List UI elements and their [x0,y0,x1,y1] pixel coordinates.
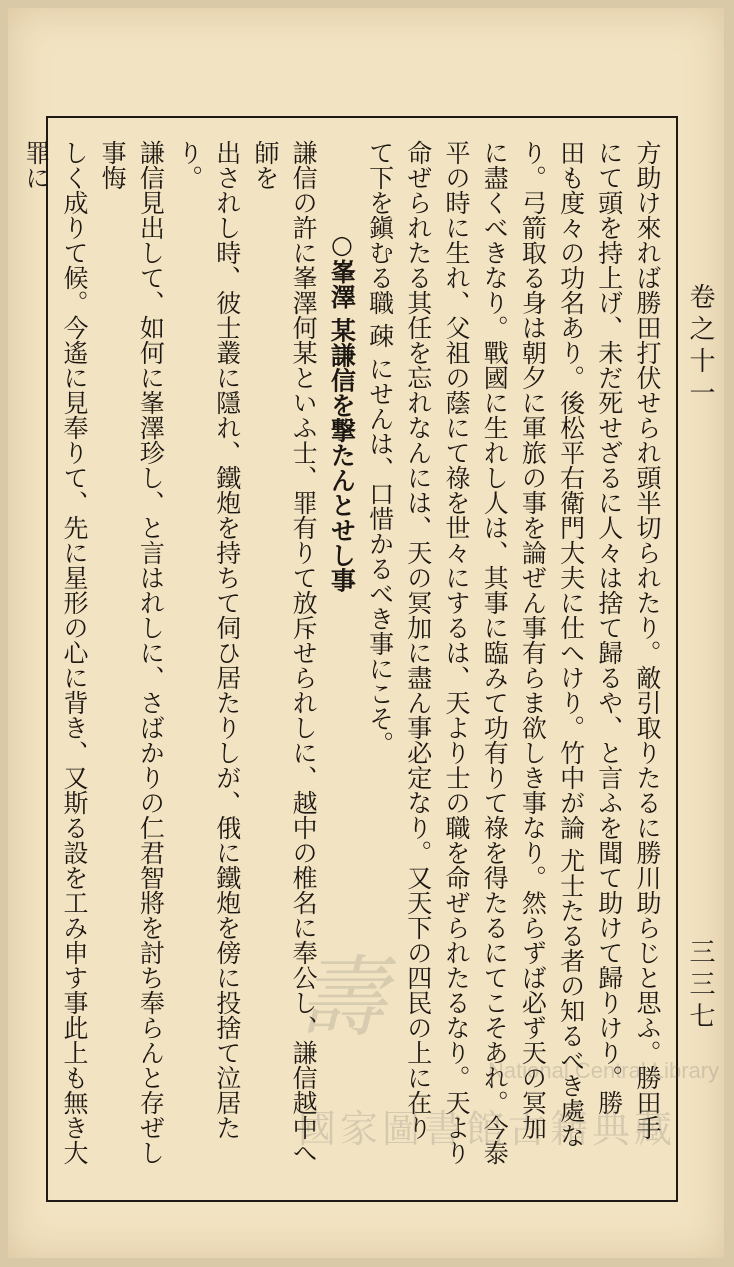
text-line: に盡くべきなり。戰國に生れし人は、其事に臨みて功有りて祿を得たるにてこそあれ。今泰 [480,140,510,1165]
text-line: 田も度々の功名あり。後松平右衛門大夫に仕へけり。竹中が論 尤士たる者の知るべき處な [556,140,586,1148]
text-line: 謙信の許に峯澤何某といふ士、罪有りて放斥せられしに、越中の椎名に奉公し、謙信越中へ師を [250,140,319,1165]
text-line: 謙信見出して、如何に峯澤珍し、と言はれしに、さばかりの仁君智將を討ち奉らんと存ぜし事悔 [98,140,166,1165]
text-line: 平の時に生れ、父祖の蔭にて祿を世々にするは、天より士の職を命ぜられたるなり。天より [441,140,471,1165]
text-line: 命ぜられたる其任を忘れなんには、天の冥加に盡ん事必定なり。又天下の四民の上に在り [403,140,433,1140]
text-line: 出されし時、彼士叢に隱れ、鐵炮を持ちて伺ひ居たりしが、俄に鐵炮を傍に投捨て泣居たり。 [174,140,242,1140]
text-line: り。弓箭取る身は朝夕に軍旅の事を論ぜん事有らま欲しき事なり。然らずば必ず天の冥加 [518,140,548,1140]
watermark-calligraphy: 壽 [298,946,395,1049]
watermark-library-name: 國家圖書館古籍典藏 [298,1107,677,1151]
watermark-english: National Central Library [488,1058,720,1083]
page-number: 三三七 [685,938,715,1034]
text-line: しく成りて候。今遙に見奉りて、先に星形の心に背き、又斯る設を工み申す事此上も無き大罪に [21,140,89,1165]
text-line: 方助け來れば勝田打伏せられ頭半切られたり。敵引取りたるに勝川助らじと思ふ。勝田手 [633,140,662,1140]
book-page [8,8,724,1258]
text-line: て下を鎭むる職 疎 にせんは、口惜かるべき事にこそ。 [365,140,395,756]
text-line: にて頭を持上げ、未だ死せざるに人々は捨て歸るや、と言ふを聞て助けて歸りけり。勝 [594,140,624,1115]
body-text [21,140,666,1185]
volume-label: 卷之十一 [685,283,715,411]
section-heading: ○峯澤 某謙信を撃たんとせし事 [327,230,357,593]
